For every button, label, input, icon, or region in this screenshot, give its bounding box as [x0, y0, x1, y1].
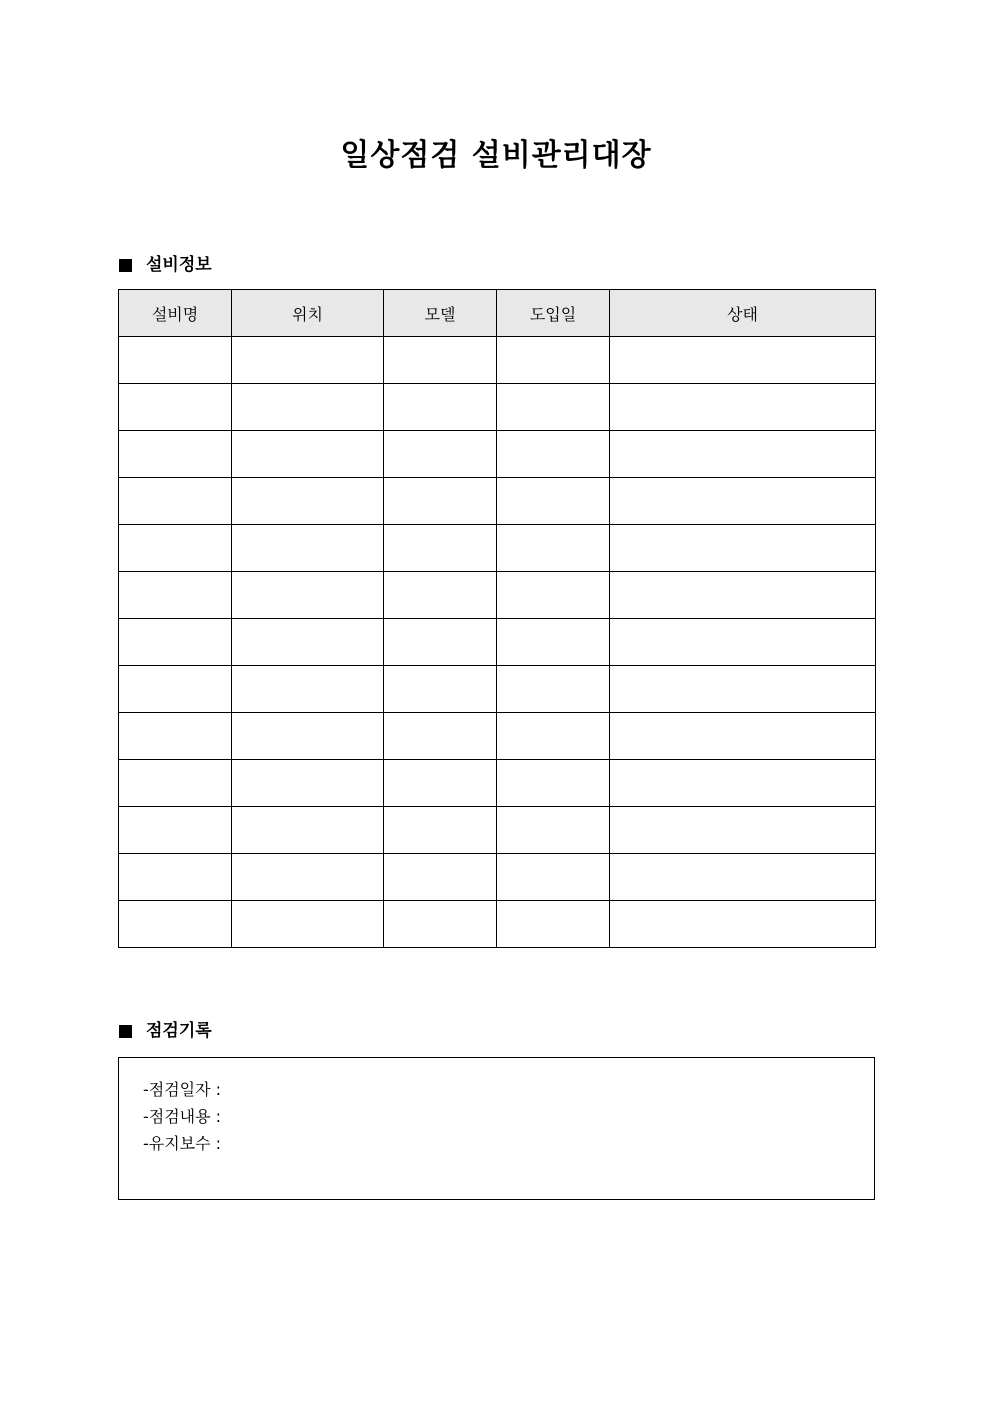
- table-row: [119, 807, 876, 854]
- table-row: [119, 901, 876, 948]
- cell-model[interactable]: [384, 525, 497, 572]
- cell-equipment-name[interactable]: [119, 760, 232, 807]
- column-header-model: 모델: [384, 290, 497, 337]
- column-header-equipment-name: 설비명: [119, 290, 232, 337]
- cell-location[interactable]: [232, 431, 384, 478]
- cell-introduction-date[interactable]: [497, 619, 610, 666]
- cell-introduction-date[interactable]: [497, 431, 610, 478]
- cell-status[interactable]: [610, 431, 876, 478]
- cell-status[interactable]: [610, 478, 876, 525]
- table-row: [119, 478, 876, 525]
- cell-introduction-date[interactable]: [497, 478, 610, 525]
- table-row: [119, 666, 876, 713]
- square-bullet-icon: [119, 259, 132, 272]
- cell-equipment-name[interactable]: [119, 807, 232, 854]
- cell-status[interactable]: [610, 337, 876, 384]
- table-row: [119, 525, 876, 572]
- cell-status[interactable]: [610, 807, 876, 854]
- cell-introduction-date[interactable]: [497, 901, 610, 948]
- cell-location[interactable]: [232, 713, 384, 760]
- cell-model[interactable]: [384, 478, 497, 525]
- cell-equipment-name[interactable]: [119, 431, 232, 478]
- cell-location[interactable]: [232, 760, 384, 807]
- cell-introduction-date[interactable]: [497, 760, 610, 807]
- cell-model[interactable]: [384, 713, 497, 760]
- cell-equipment-name[interactable]: [119, 525, 232, 572]
- cell-location[interactable]: [232, 619, 384, 666]
- maintenance-line: -유지보수 :: [143, 1134, 222, 1153]
- cell-equipment-name[interactable]: [119, 572, 232, 619]
- cell-location[interactable]: [232, 901, 384, 948]
- cell-location[interactable]: [232, 854, 384, 901]
- cell-introduction-date[interactable]: [497, 713, 610, 760]
- cell-introduction-date[interactable]: [497, 854, 610, 901]
- cell-location[interactable]: [232, 337, 384, 384]
- cell-location[interactable]: [232, 572, 384, 619]
- cell-model[interactable]: [384, 619, 497, 666]
- cell-status[interactable]: [610, 760, 876, 807]
- section-heading-equipment-info: [119, 253, 212, 277]
- cell-status[interactable]: [610, 384, 876, 431]
- column-header-introduction-date: 도입일: [497, 290, 610, 337]
- document-title: 일상점검 설비관리대장: [340, 138, 652, 173]
- cell-equipment-name[interactable]: [119, 619, 232, 666]
- cell-model[interactable]: [384, 431, 497, 478]
- table-row: [119, 337, 876, 384]
- cell-equipment-name[interactable]: [119, 854, 232, 901]
- inspection-date-line: -점검일자 :: [143, 1080, 222, 1099]
- cell-model[interactable]: [384, 760, 497, 807]
- cell-location[interactable]: [232, 384, 384, 431]
- section-heading-label: 점검기록: [146, 1021, 212, 1041]
- table-row: [119, 760, 876, 807]
- inspection-content-line: -점검내용 :: [143, 1107, 222, 1126]
- table-row: [119, 713, 876, 760]
- section-heading-inspection-record: [119, 1019, 212, 1043]
- table-row: [119, 572, 876, 619]
- cell-equipment-name[interactable]: [119, 713, 232, 760]
- cell-equipment-name[interactable]: [119, 666, 232, 713]
- cell-location[interactable]: [232, 478, 384, 525]
- cell-location[interactable]: [232, 807, 384, 854]
- cell-introduction-date[interactable]: [497, 572, 610, 619]
- cell-status[interactable]: [610, 525, 876, 572]
- cell-equipment-name[interactable]: [119, 478, 232, 525]
- equipment-table: [118, 289, 876, 948]
- section-heading-label: 설비정보: [146, 255, 212, 275]
- cell-equipment-name[interactable]: [119, 337, 232, 384]
- table-header-row: [119, 290, 876, 337]
- column-header-location: 위치: [232, 290, 384, 337]
- cell-status[interactable]: [610, 619, 876, 666]
- cell-introduction-date[interactable]: [497, 525, 610, 572]
- cell-equipment-name[interactable]: [119, 901, 232, 948]
- cell-introduction-date[interactable]: [497, 807, 610, 854]
- cell-introduction-date[interactable]: [497, 384, 610, 431]
- cell-location[interactable]: [232, 525, 384, 572]
- inspection-record-lines: [143, 1076, 221, 1157]
- column-header-status: 상태: [610, 290, 876, 337]
- cell-model[interactable]: [384, 666, 497, 713]
- cell-model[interactable]: [384, 901, 497, 948]
- cell-model[interactable]: [384, 337, 497, 384]
- cell-status[interactable]: [610, 666, 876, 713]
- cell-status[interactable]: [610, 713, 876, 760]
- cell-model[interactable]: [384, 384, 497, 431]
- table-row: [119, 431, 876, 478]
- cell-model[interactable]: [384, 572, 497, 619]
- cell-status[interactable]: [610, 854, 876, 901]
- table-row: [119, 384, 876, 431]
- cell-location[interactable]: [232, 666, 384, 713]
- table-row: [119, 619, 876, 666]
- cell-status[interactable]: [610, 572, 876, 619]
- cell-model[interactable]: [384, 807, 497, 854]
- inspection-record-box[interactable]: [118, 1057, 875, 1200]
- table-row: [119, 854, 876, 901]
- cell-model[interactable]: [384, 854, 497, 901]
- square-bullet-icon: [119, 1025, 132, 1038]
- cell-equipment-name[interactable]: [119, 384, 232, 431]
- cell-introduction-date[interactable]: [497, 337, 610, 384]
- cell-introduction-date[interactable]: [497, 666, 610, 713]
- cell-status[interactable]: [610, 901, 876, 948]
